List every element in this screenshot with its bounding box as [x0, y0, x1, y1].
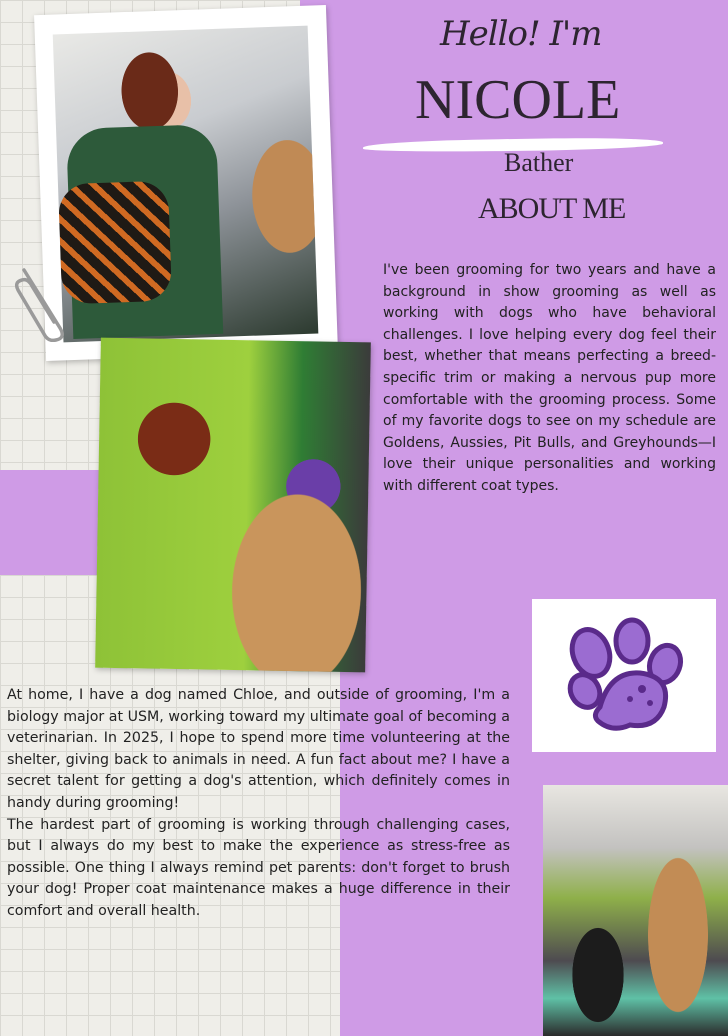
- role-subtitle: Bather: [504, 148, 574, 177]
- about-paragraph-3-text: The hardest part of grooming is working through challenging cases, but I always do my best to make the experience as stress-free as possible. One thing I always remind pet parents: don't forget to brush your dog! Proper coat maintenance makes a huge difference in their comfort and overall health.: [7, 816, 510, 919]
- paw-print-icon: [532, 599, 716, 752]
- photo-nicole-trimming-dog: [95, 338, 371, 673]
- about-me-heading: ABOUT ME: [478, 192, 626, 225]
- paw-card: [532, 599, 716, 752]
- name-title: NICOLE: [415, 69, 621, 131]
- about-paragraph-2-text: At home, I have a dog named Chloe, and outside of grooming, I'm a biology major at USM, working toward my ultimate goal of becoming a veterinarian. In 2025, I hope to spend more time volunteering at the shelter, giving back to animals in need. A fun fact about me? I have a secret talent for getting a dog's attention, which definitely comes in handy during grooming!: [7, 687, 510, 811]
- photo-nicole-with-poodle: [543, 785, 728, 1036]
- about-paragraph-1: I've been grooming for two years and have a background in show grooming as well as working with dogs who have behavioral challenges. I love helping every dog feel their best, whether that means perfecting a breed-specific trim or making a nervous pup more comfortable with the grooming process. Some of my favorite dogs to see on my schedule are Goldens, Aussies, Pit Bulls, and Greyhounds—I love their unique personalities and working with different coat types.: [383, 262, 716, 494]
- photo-nicole-bathing-dog: [53, 26, 319, 343]
- paperclip-icon: [10, 262, 70, 342]
- greeting-title: Hello! I'm: [440, 14, 602, 54]
- photo-frame-portrait: [34, 5, 338, 361]
- about-paragraph-2: [7, 685, 510, 923]
